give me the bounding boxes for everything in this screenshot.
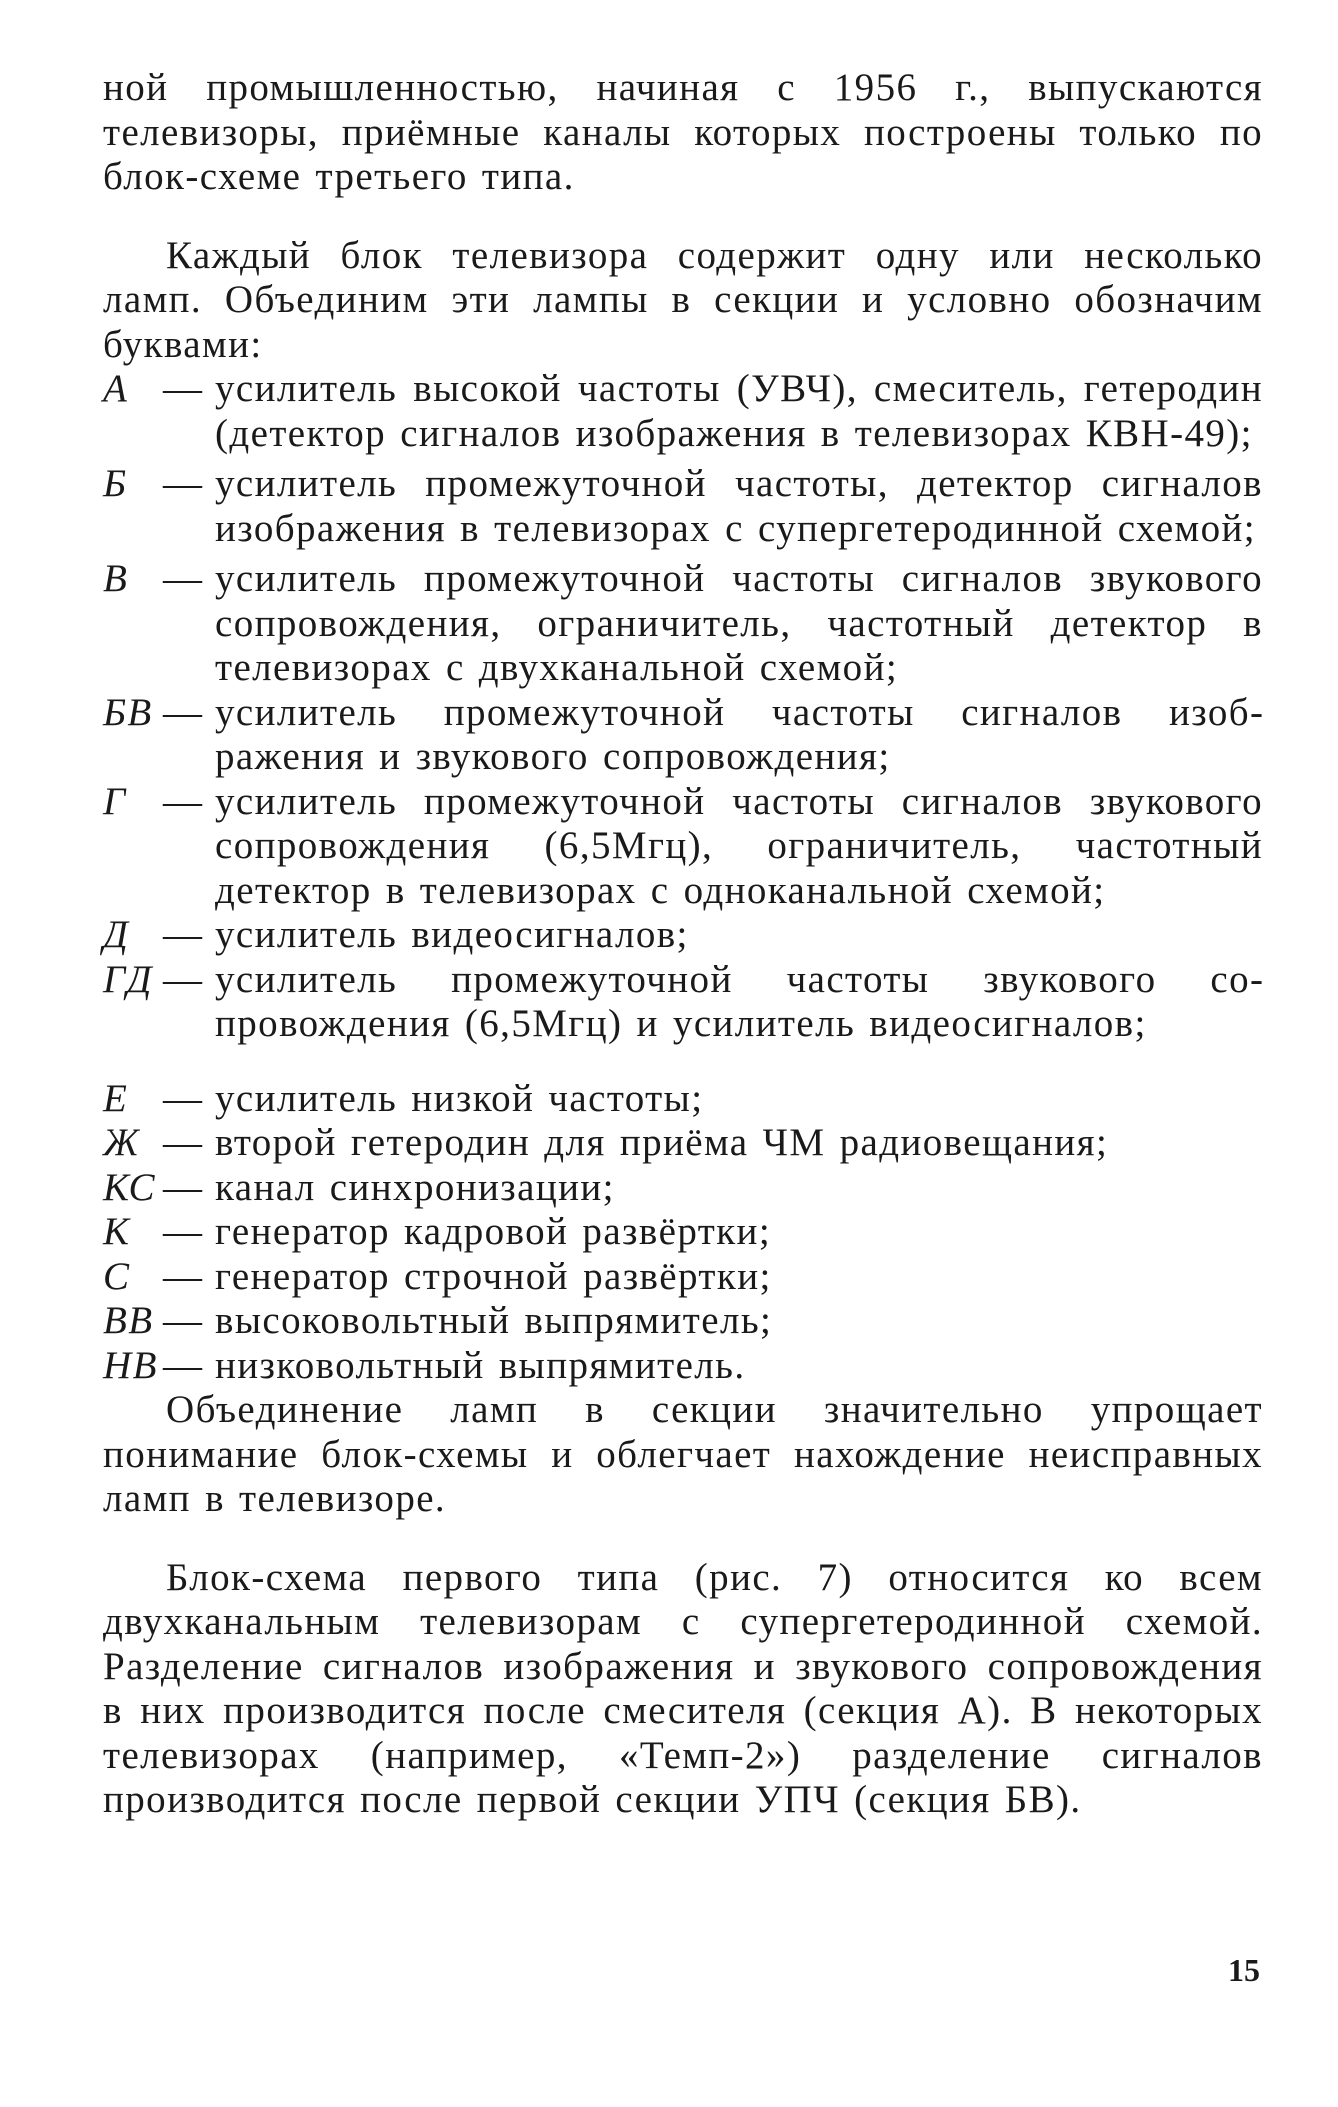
legend-item-d [103,913,1263,958]
legend-description: второй гетеродин для приёма ЧМ радиовещания; [215,1121,1109,1164]
legend-description: высоковольтный выпрямитель; [215,1299,773,1342]
legend-item-k [103,1210,1263,1255]
legend-item-ks [103,1166,1263,1211]
legend-description: усилитель видеосигналов; [215,913,689,956]
legend-description: усилитель низкой частоты; [215,1076,704,1120]
legend-letter: Е [103,1076,129,1120]
legend-dash: — [163,367,204,410]
legend-dash: — [163,779,204,823]
legend-dash: — [163,557,204,600]
legend-item-s [103,1255,1263,1300]
legend-dash: — [163,957,204,1001]
legend-dash: — [163,1254,204,1298]
top-paragraph: ной промышленностью, начиная с 1956 г., выпускаются телевизоры, приёмные каналы которых построены только по блок-схеме третьего типа. [103,66,1263,198]
legend-description: усилитель промежуточной частоты сигналов звукового сопровождения, ограничитель, частотный детектор в телевизорах с двухканальной схемой; [215,557,1263,689]
legend-letter: НВ [103,1343,158,1387]
legend-item-bv [103,691,1263,780]
legend-item-v [103,557,1263,691]
legend-letter: ГД [103,957,153,1001]
section-legend [103,367,1263,1388]
legend-description: усилитель промежуточной частоты сигналов звукового сопровождения (6,5Мгц), ограничитель, частотный детектор в телевизорах с одноканальной схемой; [215,779,1263,912]
legend-dash: — [163,1210,204,1253]
legend-letter: ВВ [103,1299,154,1342]
legend-dash: — [163,1299,204,1342]
legend-item-e [103,1077,1263,1122]
legend-description: усилитель промежуточной частоты звукового сопровождения (6,5Мгц) и усилитель видеосигналов; [215,957,1263,1045]
legend-description: низковольтный выпрямитель. [215,1343,746,1387]
legend-description: усилитель промежуточной частоты сигналов изображения и звукового сопровождения; [215,690,1263,778]
legend-letter: К [103,1210,131,1253]
page-content [103,66,1263,1823]
legend-letter: С [103,1254,131,1298]
legend-dash: — [163,462,204,505]
legend-letter: КС [103,1165,156,1209]
legend-letter: Б [103,462,128,505]
legend-item-vv [103,1299,1263,1344]
legend-item-nv [103,1344,1263,1389]
legend-letter: Г [103,779,127,823]
legend-dash: — [163,1076,204,1120]
legend-item-a [103,367,1263,456]
legend-letter: Д [103,913,130,956]
legend-item-g [103,780,1263,914]
legend-item-b [103,462,1263,551]
legend-dash: — [163,1121,204,1164]
legend-description: канал синхронизации; [215,1165,615,1209]
combining-paragraph: Объединение ламп в секции значительно упрощает понимание блок-схемы и облегчает нахождение неисправных ламп в телевизоре. [103,1388,1263,1520]
legend-dash: — [163,690,204,734]
legend-item-gd [103,958,1263,1047]
final-paragraph: Блок-схема первого типа (рис. 7) относится ко всем двухканальным телевизорам с супергетеродинной схемой. Разделение сигналов изображения и звукового сопровождения в них производится после смесителя (секция А). В некоторых телевизорах (например, «Темп-2») разделение сигналов производится после первой секции УПЧ (секция БВ). [103,1555,1263,1821]
legend-description: усилитель высокой частоты (УВЧ), смеситель, гетеродин (детектор сигналов изображения в телевизорах КВН-49); [215,367,1263,455]
legend-dash: — [163,1165,204,1209]
legend-letter: Ж [103,1121,141,1164]
legend-letter: А [103,367,129,410]
legend-description: усилитель промежуточной частоты, детектор сигналов изображения в телевизорах с супергетеродинной схемой; [215,462,1263,550]
legend-dash: — [163,913,204,956]
legend-item-zh [103,1121,1263,1166]
page-number: 15 [1228,1952,1260,1988]
legend-letter: БВ [103,690,153,734]
legend-letter: В [103,557,129,600]
legend-dash: — [163,1343,204,1387]
intro-paragraph: Каждый блок телевизора содержит одну или несколько ламп. Объединим эти лампы в секции и условно обозначим буквами: [103,233,1263,366]
legend-description: генератор строчной развёртки; [215,1254,772,1298]
legend-description: генератор кадровой развёртки; [215,1210,772,1253]
